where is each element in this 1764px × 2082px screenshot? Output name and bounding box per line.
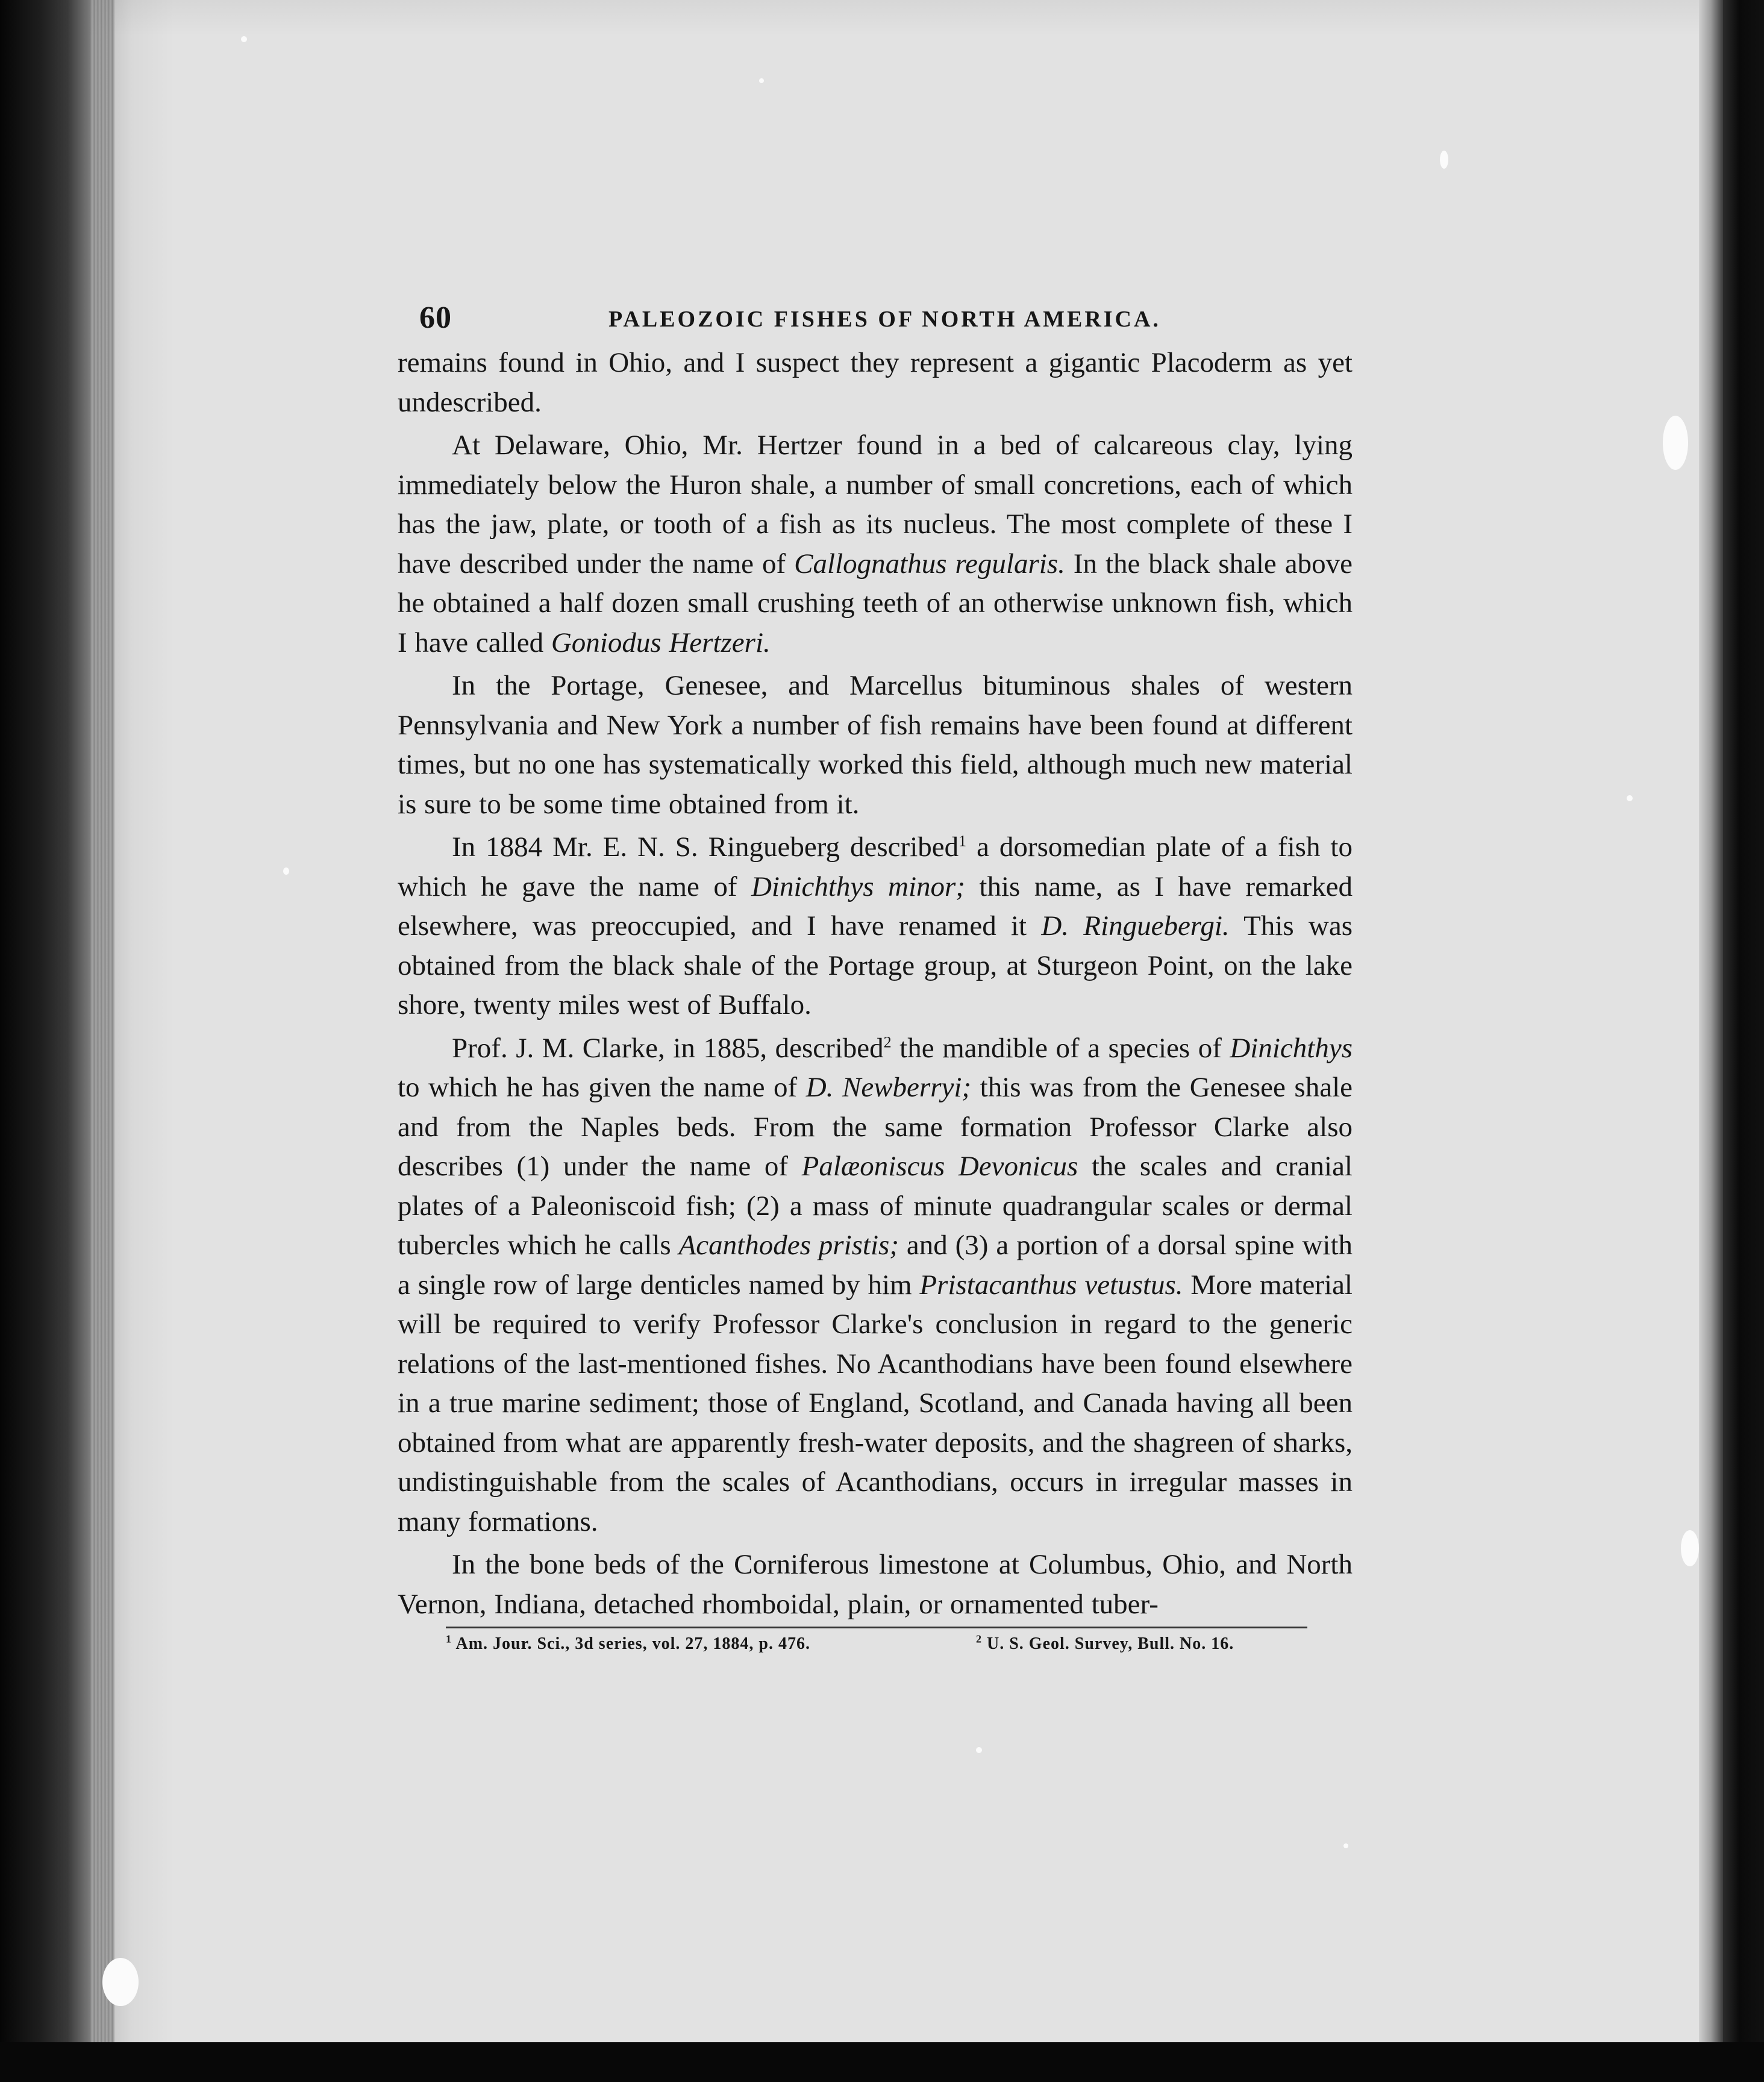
page-gutter [90, 0, 114, 2042]
scan-speck [1663, 416, 1688, 470]
scan-right-edge [1723, 0, 1764, 2082]
scan-speck [1440, 151, 1448, 169]
scan-speck [1343, 1843, 1348, 1848]
scan-speck [976, 1747, 982, 1753]
footnotes [398, 1634, 1353, 1671]
scan-speck [102, 1958, 139, 2006]
footnote-ref: 2 [883, 1033, 892, 1051]
footnote-rule [446, 1627, 1307, 1628]
paragraph-3: In the Portage, Genesee, and Marcellus bituminous shales of western Pennsylvania and New York a number of fish remains have been found at different times, but no one has systematically worked this field, although much new material is sure to be some time obtained from it. [398, 670, 1353, 820]
scan-left-edge [0, 0, 90, 2082]
paragraph-1: remains found in Ohio, and I suspect they represent a gigantic Placoderm as yet undescribed. [398, 347, 1353, 418]
footnote-ref: 1 [959, 832, 967, 850]
running-head [398, 295, 1353, 343]
footnote-2: $^2$ U. S. Geol. Survey, Bull. No. 16. [976, 1633, 1234, 1653]
page-number: 60 [419, 301, 452, 335]
right-page-edge [1699, 0, 1723, 2042]
scan-speck [1681, 1530, 1699, 1566]
scan-bottom-edge [0, 2042, 1764, 2082]
paragraph-6: In the bone beds of the Corniferous limestone at Columbus, Ohio, and North Vernon, Indiana, detached rhomboidal, plain, or ornamented tuber- [398, 1549, 1353, 1620]
scan-speck [241, 36, 247, 42]
paragraph-2: At Delaware, Ohio, Mr. Hertzer found in a bed of calcareous clay, lying immediately below the Huron shale, a number of small concretions, each of which has the jaw, plate, or tooth of a fish as its nucleus. The most complete of these I have described under the name of Callognathus regularis. In the black shale above he obtained a half dozen small crushing teeth of an otherwise unknown fish, which I have called Goniodus Hertzeri. [398, 430, 1353, 658]
scan-speck [283, 868, 289, 875]
paragraph-4: In 1884 Mr. E. N. S. Ringueberg described$^1$ a dorsomedian plate of a fish to which he gave the name of Dinichthys minor; this name, as I have remarked elsewhere, was preoccupied, and I have renamed it D. Ringuebergi. This was obtained from the black shale of the Portage group, at Sturgeon Point, on the lake shore, twenty miles west of Buffalo. [398, 831, 1353, 1021]
scan-speck [1627, 795, 1633, 801]
text-block [398, 295, 1353, 1671]
running-title: PALEOZOIC FISHES OF NORTH AMERICA. [608, 307, 1161, 332]
paragraph-5: Prof. J. M. Clarke, in 1885, described$^2$ the mandible of a species of Dinichthys to which he has given the name of D. Newberryi; this was from the Genesee shale and from the Naples beds. From the same formation Professor Clarke also describes (1) under the name of Palæoniscus Devonicus the scales and cranial plates of a Paleoniscoid fish; (2) a mass of minute quadrangular scales or dermal tubercles which he calls Acanthodes pristis; and (3) a portion of a dorsal spine with a single row of large denticles named by him Pristacanthus vetustus. More material will be required to verify Professor Clarke's conclusion in regard to the generic relations of the last-mentioned fishes. No Acanthodians have been found elsewhere in a true marine sediment; those of England, Scotland, and Canada having all been obtained from what are apparently fresh-water deposits, and the shagreen of sharks, undistinguishable from the scales of Acanthodians, occurs in irregular masses in many formations. [398, 1032, 1353, 1537]
footnote-1: $^1$ Am. Jour. Sci., 3d series, vol. 27, 1884, p. 476. [446, 1633, 811, 1653]
scan-speck [759, 78, 764, 83]
